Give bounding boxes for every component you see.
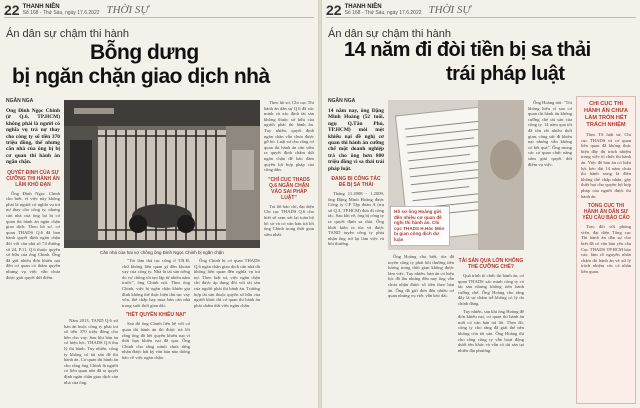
right-column-1: [328, 108, 384, 404]
right-col3-text: Tuy nhiên, sau khi ông Hoàng đề đơn khiếu nại, cơ quan thi hành án mới có văn bản trả lời. Theo đó, công ty cho rằng đã giải thể nên không còn tài sản. Ông Hoàng thì cho rằng công ty vẫn hoạt động dưới tên khác và vẫn có tài sản tại nhiều địa phương.: [458, 308, 524, 353]
right-kicker: Án dân sự chậm thi hành: [328, 28, 451, 40]
right-column-2: [388, 254, 454, 404]
right-subhead-2: TÀI SẢN QUA LỚN KHÔNG THỂ CƯỠNG CHẾ?: [458, 258, 524, 270]
left-subhead-3: "CHỈ CỤC THADS Q.6 NGĂN CHẶN VẢO SAI PHÁP LUẬT": [268, 176, 310, 201]
left-page-number: 22: [4, 1, 20, 18]
left-col3-text2: Sau đó ông Chinh liên hệ với cơ quan thi hành án thì được trả lời rằng ông đã hết quyền khiếu nại vì thời hạn khiếu nại đã qua. Ông Chinh cho rằng mình chưa từng nhận được bất kỳ văn bản nào thông báo về việc ngăn chặn.: [122, 321, 190, 360]
left-col5-text2: Trả lời báo chí, đại diện Chi cục THADS Q.6 cho biết sẽ xem xét lại toàn bộ hồ sơ và có văn bản trả lời ông Chinh trong thời gian sớm nhất.: [264, 203, 314, 237]
left-subhead-1: QUYẾT ĐỊNH CỦA SỰ CƯỠNG THI HÀNH ÁN LÂM KHÓ ĐẠN: [6, 169, 60, 188]
left-col2-text: Năm 2013, TAND Q.6 xử bản án buộc công ty phải trả số tiền 370 triệu đồng cho bên cho vay. Sau khi bản án có hiệu lực, THADS Q.6 thụ lý thi hành. Tuy nhiên, công ty không có tài sản để thi hành án. Cơ quan thi hành án cho rằng ông Chinh là người có liên quan nên đã ra quyết định ngăn chặn giao dịch căn nhà của ông.: [64, 318, 118, 385]
right-col4-text: Ông Hoàng nói: "Tôi không hiểu vì sao cơ quan thi hành án không cưỡng chế tài sản của công ty. 14 năm qua tôi đã tốn rất nhiều thời gian, công sức đi khiếu nại nhưng vẫn không có kết quả". Ông mong các cơ quan chức năng sớm giải quyết dứt điểm vụ việc.: [528, 100, 572, 167]
left-subhead-2: "HẾT QUYỀN KHIẾU NẠI": [125, 312, 187, 319]
right-photo-callout: Hồ sơ ông Hoàng gửi đến nhiều cơ quan đề nghị thi hành án. Chi cục THADS H.Hóc Môn bị gian công dịch dư luận: [390, 206, 450, 246]
left-masthead-info: Số 168 - Thứ Sáu, ngày 17.6.2022: [22, 9, 100, 16]
left-col1-text: Ông Đinh Ngọc Chinh cho biết, vì việc này không phải là người có nghĩa vụ trả nợ thay cho công ty, nhưng căn nhà của ông lại bị cơ quan thi hành án ngăn chặn giao dịch. Theo hồ sơ, cơ quan THADS Q.6 đã ban hành quyết định ngăn chặn đối với căn nhà số 74 đường số 24, P.11, Q.6 thuộc quyền sở hữu của ông Chinh. Ông đã gửi nhiều đơn khiếu nại đến cơ quan có thẩm quyền nhưng vụ việc vẫn chưa được giải quyết dứt điểm.: [6, 190, 60, 280]
right-page-header: [326, 2, 636, 18]
right-subhead-1: ĐANG BỊ CÔNG TÁC ĐỂ BỊ SA THẢI: [331, 176, 381, 189]
sidebox-text: Theo TS luật sư, Chi cục THADS và cơ quan liên quan đã không thực hiện đầy đủ trách nhiệm trong việc tổ chức thi hành án. Việc để bản án có hiệu lực kéo dài 14 năm chưa thi hành xong là điều không thể chấp nhận, gây thiệt hại cho quyền lợi hợp pháp của người được thi hành án.: [581, 132, 631, 199]
gate-house-photo: [64, 100, 260, 248]
right-title-line1: 14 năm đi đòi tiền bị sa thải: [344, 39, 591, 61]
right-column-4: [528, 100, 572, 404]
right-col1-text: Tháng 11.2008 - 1.2009, ông Đặng Minh Hoàng được Công ty CP Tập đoàn A (trụ sở Q.3, TP.HCM) đưa đi công tác. Sau khi về, ông bị công ty ra quyết định sa thải. Ông khởi kiện ra tòa và được TAND tuyên công ty phải nhận ông trở lại làm việc và bồi thường.: [328, 191, 384, 247]
sidebox-text2: Trao đổi với phóng viên, đại diện Tổng cục Thi hành án dân sự cho biết đã có văn bản yêu cầu Cục THADS TP.HCM báo cáo, làm rõ nguyên nhân chậm thi hành án và xử lý trách nhiệm các cá nhân liên quan.: [581, 224, 631, 274]
right-byline: NGÂN NGA: [328, 98, 356, 104]
right-masthead-name: THANH NIÊN: [344, 3, 382, 10]
left-photo: [64, 100, 260, 248]
left-column-1: [6, 108, 60, 404]
right-column-3: [458, 254, 524, 404]
left-title-line1: Bỗng dưng: [90, 41, 199, 64]
right-page: [322, 0, 640, 408]
right-lead: 14 năm nay, ông Đặng Minh Hoàng (52 tuổi, ngụ Q.Tân Phú, TP.HCM) mỏi mệt khiếu nại đề nghị cơ quan thi hành án cưỡng chế một doanh nghiệp trả cho ông hơn 800 triệu đồng vì sa thải trái pháp luật.: [328, 108, 384, 172]
right-col2-text2: Quá trình tổ chức thi hành án, cơ quan THADS xác minh công ty có tài sản nhưng không tiến hành cưỡng chế. Ông Hoàng cho rằng đây là sự chậm trễ không có lý do chính đáng.: [458, 273, 524, 306]
left-photo-caption: Căn nhà của hai vợ chồng ông Đinh Ngọc Chinh bị ngăn chặn: [100, 250, 224, 255]
right-masthead-info: Số 168 - Thứ Sáu, ngày 17.6.2022: [344, 9, 422, 16]
right-sidebox: [576, 96, 636, 404]
left-col4-text: Ông Chinh bị cơ quan THADS Q.6 ngăn chặn giao dịch căn nhà dù không liên quan đến nghĩa vụ trả nợ. Theo luật sư, việc ngăn chặn chỉ được áp dụng đối với tài sản của người phải thi hành án. Trường hợp tài sản thuộc quyền sở hữu của người khác thì cơ quan thi hành án phải chấm dứt việc ngăn chặn.: [194, 258, 260, 308]
sidebox-body: [581, 132, 631, 276]
left-section-label: THỜI SỰ: [106, 3, 149, 16]
left-col5-text: Theo hồ sơ, Chi cục Thi hành án dân sự Q.6 đã xác minh và xác định tài sản không thuộc sở hữu của người phải thi hành án. Tuy nhiên, quyết định ngăn chặn vẫn chưa được gỡ bỏ. Luật sư cho rằng cơ quan thi hành án cần sớm ra quyết định chấm dứt ngăn chặn để bảo đảm quyền lợi hợp pháp của công dân.: [264, 100, 314, 173]
sidebox-title: CHI CỤC THI HÀNH ÁN CHƯA LÀM TRÒN HẾT TRÁCH NHIỆM: [583, 101, 629, 128]
left-kicker: Án dân sự chậm thi hành: [6, 28, 129, 40]
left-masthead: [23, 4, 100, 16]
right-masthead: [345, 4, 422, 16]
left-column-5: [264, 100, 314, 404]
right-col2-text: Ông Hoàng cho biết, tòa đã tuyên công ty phải bồi thường tiền lương trong thời gian không được làm việc. Tuy nhiên, bản án có hiệu lực đã lâu nhưng đến nay ông vẫn chưa nhận được số tiền theo bản án. Ông đã gửi đơn đến nhiều cơ quan nhưng vụ việc vẫn kéo dài.: [388, 254, 454, 299]
left-column-3: [122, 258, 190, 404]
sidebox-subhead: TỔNG CỤC THI HÀNH ÁN DÂN SỰ YÊU CẦU BÁO CÁO: [582, 203, 630, 222]
left-page-header: [4, 2, 314, 18]
right-page-number: 22: [326, 1, 342, 18]
left-col3-text: "Tôi làm thủ tục cũng ở T.B.H, chứ không liên quan gì đến khoản vay của công ty. Nhà là tài sản riêng do vợ chồng tôi tạo lập từ nhiều năm trước", ông Chinh nói. Theo ông Chinh, việc bị ngăn chặn khiến gia đình không thể thực hiện thủ tục vay vốn, thế chấp hay mua bán căn nhà trong suốt thời gian dài.: [122, 258, 190, 308]
left-lead: Ông Đinh Ngọc Chinh (ở Q.6, TP.HCM) không phải là người có nghĩa vụ trả nợ thay cho công ty số tiền 370 triệu đồng, thế nhưng căn nhà của ông bị bị cơ quan thi hành án ngăn chặn.: [6, 108, 60, 166]
left-title-line2: bị ngăn chặn giao dịch nhà: [12, 65, 270, 88]
left-masthead-name: THANH NIÊN: [22, 3, 60, 10]
left-column-2: [64, 318, 118, 404]
left-page: [0, 0, 318, 408]
left-column-4: [194, 258, 260, 404]
right-section-label: THỜI SỰ: [428, 3, 471, 16]
left-byline: NGÂN NGA: [6, 98, 34, 104]
right-title-line2: trái pháp luật: [446, 63, 565, 85]
